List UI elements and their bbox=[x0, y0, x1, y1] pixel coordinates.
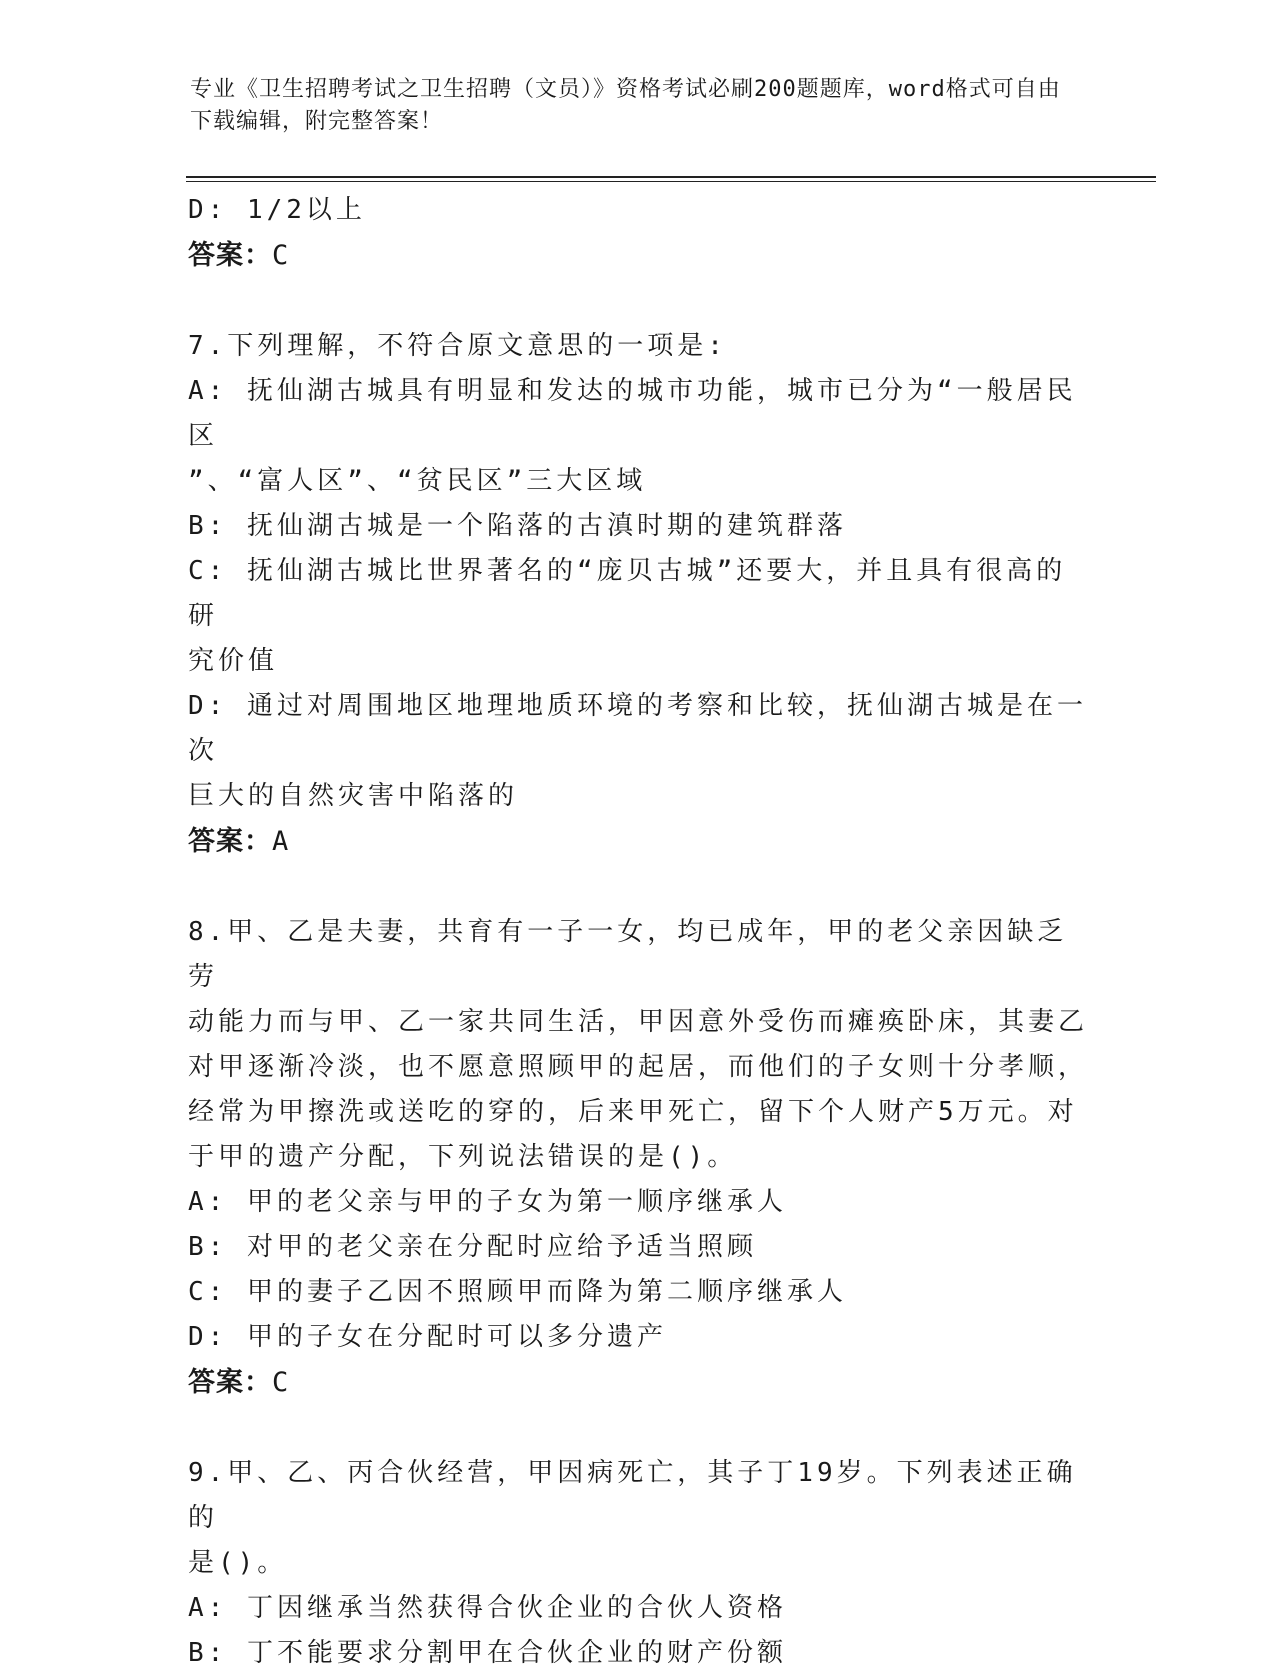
answer-label: 答案： bbox=[188, 826, 272, 857]
option-d: D: 通过对周围地区地理地质环境的考察和比较，抚仙湖古城是在一次 bbox=[188, 691, 1087, 766]
option-b: B: 对甲的老父亲在分配时应给予适当照顾 bbox=[188, 1232, 757, 1262]
spacer bbox=[188, 1405, 1088, 1451]
option-d: D: 甲的子女在分配时可以多分遗产 bbox=[188, 1322, 667, 1352]
page-header: 专业《卫生招聘考试之卫生招聘（文员）》资格考试必刷200题题库，word格式可自由下载编辑，附完整答案！ bbox=[190, 77, 1061, 134]
question-stem-cont: 动能力而与甲、乙一家共同生活，甲因意外受伤而瘫痪卧床，其妻乙 bbox=[188, 1007, 1089, 1037]
option-a-cont: ”、“富人区”、“贫民区”三大区域 bbox=[188, 466, 647, 496]
answer-line bbox=[188, 1360, 1088, 1405]
question-stem-cont: 经常为甲擦洗或送吃的穿的，后来甲死亡，留下个人财产5万元。对 bbox=[188, 1097, 1078, 1127]
answer-label: 答案： bbox=[188, 1367, 272, 1398]
option-a: A: 甲的老父亲与甲的子女为第一顺序继承人 bbox=[188, 1187, 787, 1217]
question-stem-cont: 是()。 bbox=[188, 1548, 288, 1578]
answer-value: C bbox=[272, 240, 290, 271]
answer-line bbox=[188, 819, 1088, 864]
question-stem: 9.甲、乙、丙合伙经营，甲因病死亡，其子丁19岁。下列表述正确的 bbox=[188, 1458, 1077, 1533]
option-b: B: 丁不能要求分割甲在合伙企业的财产份额 bbox=[188, 1638, 787, 1668]
answer-label: 答案： bbox=[188, 240, 272, 271]
question-stem: 7.下列理解，不符合原文意思的一项是: bbox=[188, 331, 727, 361]
option-c: C: 抚仙湖古城比世界著名的“庞贝古城”还要大，并且具有很高的研 bbox=[188, 556, 1067, 631]
question-7 bbox=[188, 324, 1088, 864]
header-divider bbox=[186, 176, 1156, 178]
question-stem: 8.甲、乙是夫妻，共育有一子一女，均已成年，甲的老父亲因缺乏劳 bbox=[188, 917, 1068, 992]
question-stem-cont: 对甲逐渐冷淡，也不愿意照顾甲的起居，而他们的子女则十分孝顺， bbox=[188, 1052, 1089, 1082]
document-body bbox=[188, 188, 1088, 1676]
question-8 bbox=[188, 910, 1088, 1405]
option-d-cont: 巨大的自然灾害中陷落的 bbox=[188, 781, 519, 811]
answer-value: C bbox=[272, 1367, 290, 1398]
question-stem-cont: 于甲的遗产分配，下列说法错误的是()。 bbox=[188, 1142, 738, 1172]
option-c: C: 甲的妻子乙因不照顾甲而降为第二顺序继承人 bbox=[188, 1277, 847, 1307]
spacer bbox=[188, 278, 1088, 324]
option-a: A: 丁因继承当然获得合伙企业的合伙人资格 bbox=[188, 1593, 787, 1623]
spacer bbox=[188, 864, 1088, 910]
answer-value: A bbox=[272, 826, 290, 857]
option-b: B: 抚仙湖古城是一个陷落的古滇时期的建筑群落 bbox=[188, 511, 847, 541]
question-9 bbox=[188, 1451, 1088, 1676]
option-d: D: 1/2以上 bbox=[188, 195, 366, 225]
header-divider-thin bbox=[186, 181, 1156, 182]
option-a: A: 抚仙湖古城具有明显和发达的城市功能，城市已分为“一般居民区 bbox=[188, 376, 1077, 451]
answer-line bbox=[188, 233, 1088, 278]
option-c-cont: 究价值 bbox=[188, 646, 279, 676]
